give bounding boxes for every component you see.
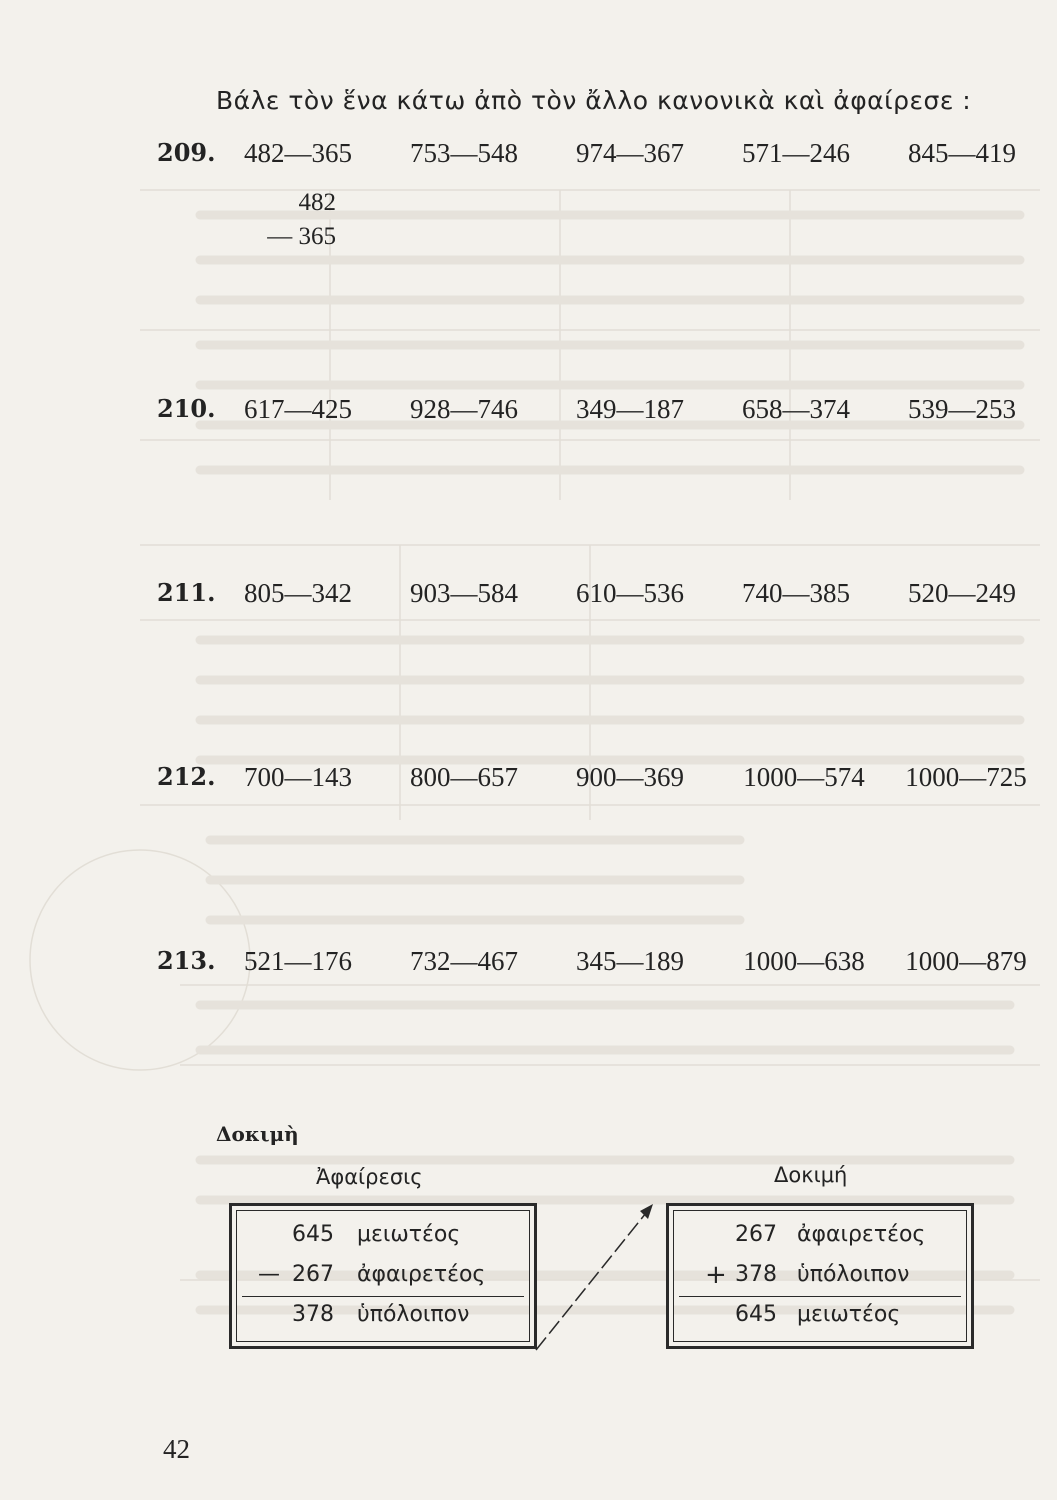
row-value: 645 xyxy=(292,1222,334,1247)
subtraction-problem: 1000—638 xyxy=(743,946,865,976)
subtraction-problem: 521—176 xyxy=(244,946,352,976)
exercise-row-212 xyxy=(0,762,1057,802)
subtraction-problem: 658—374 xyxy=(742,394,850,424)
subtraction-problem: 903—584 xyxy=(410,578,518,608)
check-row-minuend xyxy=(669,1296,971,1334)
subtraction-problem: 610—536 xyxy=(576,578,684,608)
subtraction-problem: 349—187 xyxy=(576,394,684,424)
subtraction-problem: 800—657 xyxy=(410,762,518,792)
subtraction-problem: 974—367 xyxy=(576,138,684,168)
subtraction-problem: 482—365 xyxy=(244,138,352,168)
page-number: 42 xyxy=(163,1434,190,1464)
subtraction-problem: 700—143 xyxy=(244,762,352,792)
exercise-row-209 xyxy=(0,138,1057,178)
subtraction-problem: 845—419 xyxy=(908,138,1016,168)
exercise-number: 210. xyxy=(157,394,216,423)
worked-example-subtrahend: — 365 xyxy=(267,223,336,250)
exercise-number: 213. xyxy=(157,946,216,975)
exercise-row-211 xyxy=(0,578,1057,618)
worked-example xyxy=(250,186,336,254)
check-section-heading: Δοκιμὴ xyxy=(216,1122,299,1146)
row-label: μειωτέος xyxy=(357,1222,461,1247)
row-sign: — xyxy=(258,1262,280,1287)
subtraction-row-subtrahend xyxy=(232,1256,534,1294)
exercise-number: 209. xyxy=(157,138,216,167)
subtraction-problem: 1000—574 xyxy=(743,762,865,792)
exercise-row-213 xyxy=(0,946,1057,986)
subtraction-problem: 805—342 xyxy=(244,578,352,608)
row-label: ἀφαιρετέος xyxy=(797,1222,926,1247)
subtraction-problem: 520—249 xyxy=(908,578,1016,608)
subtraction-problem: 1000—879 xyxy=(905,946,1027,976)
check-row-difference xyxy=(669,1256,971,1294)
subtraction-problem: 571—246 xyxy=(742,138,850,168)
subtraction-row-difference xyxy=(232,1296,534,1334)
check-row-subtrahend xyxy=(669,1216,971,1254)
exercise-row-210 xyxy=(0,394,1057,434)
row-label: ὑπόλοιπον xyxy=(357,1302,470,1327)
subtraction-problem: 1000—725 xyxy=(905,762,1027,792)
subtraction-problem: 900—369 xyxy=(576,762,684,792)
check-box xyxy=(666,1203,974,1349)
subtraction-problem: 345—189 xyxy=(576,946,684,976)
subtraction-problem: 732—467 xyxy=(410,946,518,976)
subtraction-problem: 617—425 xyxy=(244,394,352,424)
row-value: 378 xyxy=(292,1302,334,1327)
subtraction-row-minuend xyxy=(232,1216,534,1254)
row-label: ἀφαιρετέος xyxy=(357,1262,486,1287)
exercise-number: 211. xyxy=(157,578,216,607)
subtraction-problem: 928—746 xyxy=(410,394,518,424)
subtraction-problem: 740—385 xyxy=(742,578,850,608)
row-sign: + xyxy=(705,1260,727,1290)
subtraction-problem: 539—253 xyxy=(908,394,1016,424)
row-value: 645 xyxy=(735,1302,777,1327)
row-value: 267 xyxy=(292,1262,334,1287)
worked-example-minuend: 482 xyxy=(298,189,336,216)
check-box-caption: Δοκιμή xyxy=(774,1163,848,1187)
row-value: 267 xyxy=(735,1222,777,1247)
subtraction-box-caption: Ἀφαίρεσις xyxy=(316,1165,423,1189)
subtraction-problem: 753—548 xyxy=(410,138,518,168)
row-value: 378 xyxy=(735,1262,777,1287)
subtraction-box xyxy=(229,1203,537,1349)
row-label: ὑπόλοιπον xyxy=(797,1262,910,1287)
exercise-number: 212. xyxy=(157,762,216,791)
exercise-instruction: Βάλε τὸν ἕνα κάτω ἀπὸ τὸν ἄλλο κανονικὰ καὶ ἀφαίρεσε : xyxy=(216,86,972,115)
row-label: μειωτέος xyxy=(797,1302,901,1327)
